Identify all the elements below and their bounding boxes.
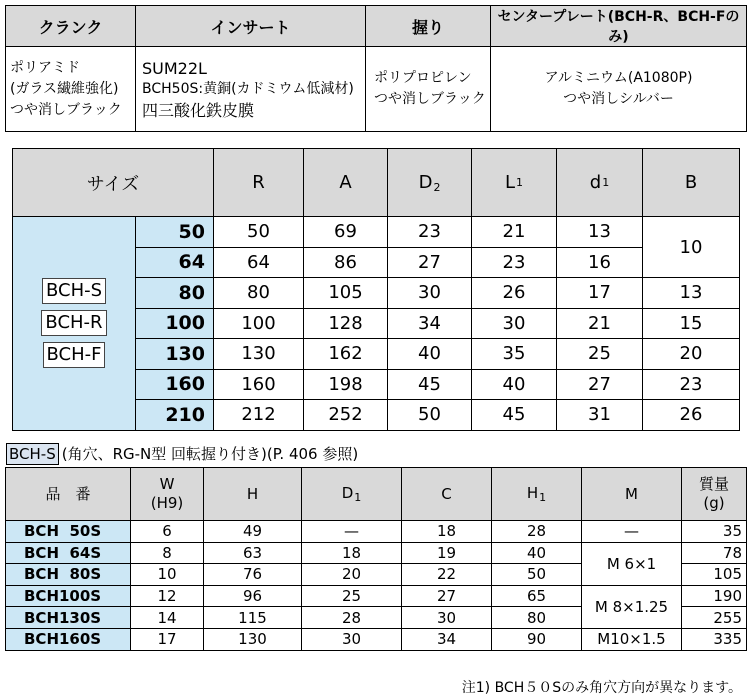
part-number: BCH 80S: [6, 564, 131, 586]
size-header-row: [13, 149, 740, 217]
cell-R: 64: [214, 247, 304, 278]
center-plate-line: アルミニウム(A1080P): [544, 70, 693, 86]
cell-A: 69: [304, 217, 388, 248]
materials-table: [5, 5, 747, 132]
header-crank: クランク: [6, 6, 136, 47]
header-grip: 握り: [366, 6, 491, 47]
header-insert: インサート: [136, 6, 366, 47]
cell-D2: 23: [388, 217, 472, 248]
series-labels: [13, 217, 136, 431]
center-plate-material: [491, 47, 747, 132]
cell-W: 17: [131, 628, 204, 650]
header-C: C: [402, 468, 492, 521]
cell-C: 22: [402, 564, 492, 586]
cell-D1: 25: [302, 585, 402, 607]
cell-d1: 17: [557, 278, 643, 309]
size-value: 210: [136, 400, 214, 431]
cell-H: 49: [204, 521, 302, 543]
cell-B: 23: [643, 369, 740, 400]
cell-H: 130: [204, 628, 302, 650]
series-badge-bch-s: BCH-S: [6, 443, 59, 465]
series-badge-bch-f: BCH-F: [43, 342, 106, 368]
cell-D2: 27: [388, 247, 472, 278]
cell-C: 18: [402, 521, 492, 543]
cell-R: 160: [214, 369, 304, 400]
cell-D2: 50: [388, 400, 472, 431]
cell-W: 14: [131, 607, 204, 629]
cell-D2: 30: [388, 278, 472, 309]
insert-line: 四三酸化鉄皮膜: [142, 100, 255, 120]
cell-H1: 28: [492, 521, 582, 543]
cell-M: —: [582, 521, 682, 543]
cell-d1: 31: [557, 400, 643, 431]
cell-M: M 8×1.25: [582, 585, 682, 628]
part-number: BCH130S: [6, 607, 131, 629]
grip-material: [366, 47, 491, 132]
cell-D2: 45: [388, 369, 472, 400]
cell-R: 130: [214, 339, 304, 370]
insert-line: SUM22L: [142, 58, 207, 78]
cell-D1: 20: [302, 564, 402, 586]
grip-line: つや消しブラック: [374, 91, 486, 107]
cell-H: 96: [204, 585, 302, 607]
cell-H: 76: [204, 564, 302, 586]
cell-L1: 26: [472, 278, 557, 309]
part-number: BCH 50S: [6, 521, 131, 543]
cell-B: 20: [643, 339, 740, 370]
header-center-plate: センタープレート(BCH-R、BCH-Fのみ): [491, 6, 747, 47]
cell-H1: 90: [492, 628, 582, 650]
cell-H1: 50: [492, 564, 582, 586]
cell-L1: 21: [472, 217, 557, 248]
cell-B: 15: [643, 308, 740, 339]
cell-weight: 255: [682, 607, 747, 629]
cell-weight: 105: [682, 564, 747, 586]
crank-material: [6, 47, 136, 132]
header-d1: $d^1$: [557, 149, 643, 217]
header-A: A: [304, 149, 388, 217]
header-weight: 質量 (g): [682, 468, 747, 521]
cell-D1: —: [302, 521, 402, 543]
cell-R: 80: [214, 278, 304, 309]
center-plate-line: つや消しシルバー: [563, 91, 674, 107]
cell-W: 10: [131, 564, 204, 586]
cell-d1: 21: [557, 308, 643, 339]
cell-D1: 18: [302, 542, 402, 564]
cell-A: 86: [304, 247, 388, 278]
cell-d1: 13: [557, 217, 643, 248]
cell-R: 100: [214, 308, 304, 339]
cell-L1: 30: [472, 308, 557, 339]
cell-C: 34: [402, 628, 492, 650]
cell-L1: 45: [472, 400, 557, 431]
cell-C: 19: [402, 542, 492, 564]
cell-H: 115: [204, 607, 302, 629]
cell-B: 10: [643, 217, 740, 278]
size-value: 160: [136, 369, 214, 400]
header-size: サイズ: [13, 149, 214, 217]
insert-line: BCH50S:黄銅(カドミウム低減材): [142, 80, 354, 97]
cell-d1: 27: [557, 369, 643, 400]
cell-W: 8: [131, 542, 204, 564]
spec-heading-text: (角穴、RG-N型 回転握り付き)(P. 406 参照): [61, 445, 359, 463]
cell-H1: 80: [492, 607, 582, 629]
cell-M: M10×1.5: [582, 628, 682, 650]
spec-row-bch50s: [6, 521, 747, 543]
crank-line: (ガラス繊維強化): [10, 80, 119, 97]
cell-R: 212: [214, 400, 304, 431]
cell-R: 50: [214, 217, 304, 248]
size-value: 80: [136, 278, 214, 309]
part-number: BCH100S: [6, 585, 131, 607]
cell-d1: 16: [557, 247, 643, 278]
spec-table: [5, 467, 747, 651]
materials-value-row: [6, 47, 747, 132]
cell-weight: 78: [682, 542, 747, 564]
insert-material: [136, 47, 366, 132]
spec-row-bch64s: [6, 542, 747, 564]
grip-line: ポリプロピレン: [374, 70, 472, 86]
cell-A: 105: [304, 278, 388, 309]
cell-A: 128: [304, 308, 388, 339]
header-H: H: [204, 468, 302, 521]
footnote: 注1) BCH５０Sのみ角穴方向が異なります。: [461, 680, 742, 696]
cell-W: 6: [131, 521, 204, 543]
cell-A: 162: [304, 339, 388, 370]
cell-D1: 30: [302, 628, 402, 650]
crank-line: ポリアミド: [10, 59, 80, 76]
cell-A: 198: [304, 369, 388, 400]
header-D2: $D_2$: [388, 149, 472, 217]
header-L1: $L^1$: [472, 149, 557, 217]
cell-B: 13: [643, 278, 740, 309]
header-part-no: 品 番: [6, 468, 131, 521]
cell-d1: 25: [557, 339, 643, 370]
header-D1: $D_1$: [302, 468, 402, 521]
cell-D1: 28: [302, 607, 402, 629]
header-W: W (H9): [131, 468, 204, 521]
spec-header-row: [6, 468, 747, 521]
spec-row-bch160s: [6, 628, 747, 650]
cell-H1: 65: [492, 585, 582, 607]
cell-C: 30: [402, 607, 492, 629]
cell-weight: 35: [682, 521, 747, 543]
size-value: 50: [136, 217, 214, 248]
cell-D2: 40: [388, 339, 472, 370]
header-H1: $H_1$: [492, 468, 582, 521]
series-badge-bch-r: BCH-R: [41, 310, 106, 336]
part-number: BCH160S: [6, 628, 131, 650]
cell-L1: 40: [472, 369, 557, 400]
cell-L1: 23: [472, 247, 557, 278]
header-B: B: [643, 149, 740, 217]
cell-B: 26: [643, 400, 740, 431]
cell-H1: 40: [492, 542, 582, 564]
part-number: BCH 64S: [6, 542, 131, 564]
size-value: 64: [136, 247, 214, 278]
series-badge-bch-s: BCH-S: [42, 278, 106, 304]
crank-line: つや消しブラック: [10, 101, 122, 118]
spec-row-bch100s: [6, 585, 747, 607]
header-M: M: [582, 468, 682, 521]
size-value: 130: [136, 339, 214, 370]
cell-A: 252: [304, 400, 388, 431]
spec-heading: [6, 443, 358, 465]
header-R: R: [214, 149, 304, 217]
size-table: [12, 148, 740, 431]
cell-C: 27: [402, 585, 492, 607]
cell-W: 12: [131, 585, 204, 607]
cell-D2: 34: [388, 308, 472, 339]
cell-M: M 6×1: [582, 542, 682, 585]
materials-header-row: [6, 6, 747, 47]
cell-H: 63: [204, 542, 302, 564]
size-row-50: [13, 217, 740, 248]
cell-weight: 335: [682, 628, 747, 650]
cell-L1: 35: [472, 339, 557, 370]
size-value: 100: [136, 308, 214, 339]
cell-weight: 190: [682, 585, 747, 607]
